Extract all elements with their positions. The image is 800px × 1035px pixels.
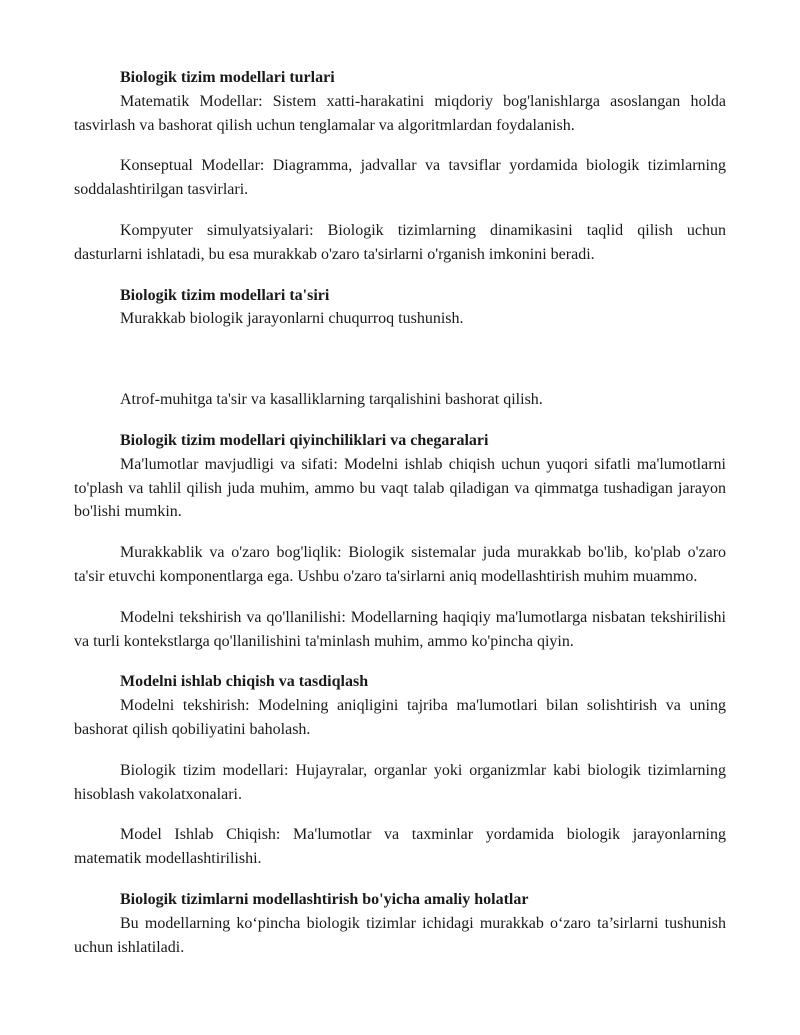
section-heading: Modelni ishlab chiqish va tasdiqlash <box>120 673 369 691</box>
paragraph: Murakkab biologik jarayonlarni chuqurroq tushunish. <box>120 310 464 328</box>
paragraph: Matematik Modellar: Sistem xatti-harakatini miqdoriy bog'lanishlarga asoslangan holda tasvirlash va bashorat qilish uchun tenglamalar va algoritmlardan foydalanish. <box>74 92 726 134</box>
paragraph: Murakkablik va o'zaro bog'liqlik: Biologik sistemalar juda murakkab bo'lib, ko'plab o'zaro ta'sir etuvchi komponentlarga ega. Ushbu o'zaro ta'sirlarni aniq modellashtirish muhim muammo. <box>74 544 726 585</box>
paragraph: Konseptual Modellar: Diagramma, jadvallar va tavsiflar yordamida biologik tizimlarning soddalashtirilgan tasvirlari. <box>74 157 726 199</box>
document-page <box>74 66 726 959</box>
section-heading: Biologik tizim modellari turlari <box>120 69 335 86</box>
paragraph: Biologik tizim modellari: Hujayralar, organlar yoki organizmlar kabi biologik tizimlarning hisoblash vakolatxonalari. <box>74 761 726 803</box>
paragraph: Ma'lumotlar mavjudligi va sifati: Modelni ishlab chiqish uchun yuqori sifatli ma'lumotlarni to'plash va tahlil qilish juda muhim, ammo bu vaqt talab qiladigan va qimmatga tushadigan jarayon bo'lishi mumkin. <box>74 455 726 521</box>
paragraph: Bu modellarning ko‘pincha biologik tizimlar ichidagi murakkab o‘zaro ta’sirlarni tushunish uchun ishlatiladi. <box>74 914 726 956</box>
paragraph: Atrof-muhitga ta'sir va kasalliklarning tarqalishini bashorat qilish. <box>120 391 543 409</box>
paragraph: Modelni tekshirish va qo'llanilishi: Modellarning haqiqiy ma'lumotlarga nisbatan tekshirilishi va turli kontekstlarga qo'llanilishini ta'minlash muhim, ammo ko'pincha qiyin. <box>74 608 726 650</box>
section-heading: Biologik tizimlarni modellashtirish bo'yicha amaliy holatlar <box>120 890 529 908</box>
paragraph: Kompyuter simulyatsiyalari: Biologik tizimlarning dinamikasini taqlid qilish uchun dasturlarni ishlatadi, bu esa murakkab o'zaro ta'sirlarni o'rganish imkonini beradi. <box>74 221 726 263</box>
paragraph: Modelni tekshirish: Modelning aniqligini tajriba ma'lumotlari bilan solishtirish va uning bashorat qilish qobiliyatini baholash. <box>74 697 726 738</box>
paragraph: Model Ishlab Chiqish: Ma'lumotlar va taxminlar yordamida biologik jarayonlarning matematik modellashtirilishi. <box>74 826 726 868</box>
section-heading: Biologik tizim modellari qiyinchiliklari va chegaralari <box>120 431 489 449</box>
section-heading: Biologik tizim modellari ta'siri <box>120 286 330 304</box>
